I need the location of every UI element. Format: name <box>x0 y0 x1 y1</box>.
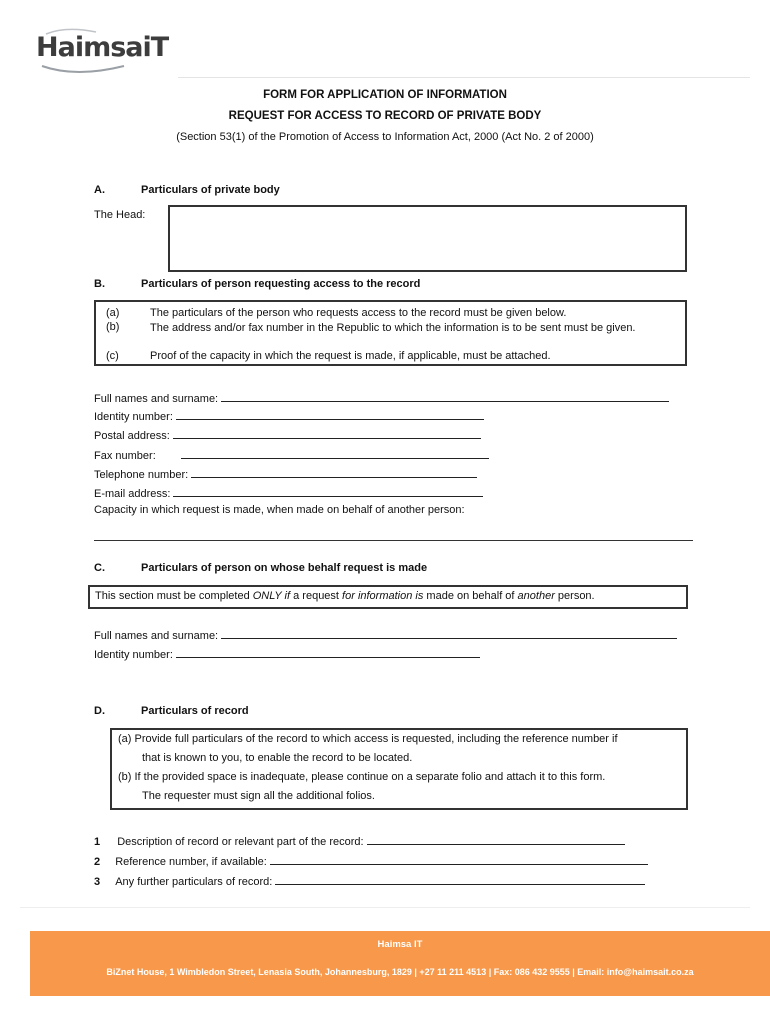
note-text: The particulars of the person who requests access to the record must be given below. <box>150 307 567 319</box>
form-title: FORM FOR APPLICATION OF INFORMATION <box>263 89 507 101</box>
capacity-field[interactable] <box>94 540 693 541</box>
fax-label: Fax number: <box>94 450 156 462</box>
record-item-number: 3 <box>94 876 101 888</box>
c-full-names-label: Full names and surname: <box>94 630 219 642</box>
record-item-row <box>94 855 648 868</box>
further-particulars-field[interactable] <box>275 875 645 885</box>
record-item-row <box>94 875 645 888</box>
record-description-field[interactable] <box>367 835 625 845</box>
section-c-title: Particulars of person on whose behalf request is made <box>141 562 428 574</box>
logo-text: HaimsaiT <box>36 32 169 63</box>
head-input-box[interactable] <box>168 205 687 272</box>
section-a-title: Particulars of private body <box>141 184 280 196</box>
c-identity-field[interactable] <box>176 648 480 658</box>
postal-row <box>94 429 481 442</box>
note-b-line2: The requester must sign all the additional folios. <box>142 790 375 802</box>
email-label: E-mail address: <box>94 488 171 500</box>
act-reference: (Section 53(1) of the Promotion of Access to Information Act, 2000 (Act No. 2 of 2000) <box>176 131 594 143</box>
footer-divider <box>20 907 750 908</box>
full-names-row <box>94 392 669 405</box>
record-item-number: 1 <box>94 836 101 848</box>
record-item-label: Description of record or relevant part of the record: <box>117 836 364 848</box>
telephone-field[interactable] <box>191 468 477 478</box>
fax-row <box>94 449 489 462</box>
email-field[interactable] <box>173 487 483 497</box>
head-label: The Head: <box>94 209 146 221</box>
capacity-label: Capacity in which request is made, when made on behalf of another person: <box>94 504 465 516</box>
postal-label: Postal address: <box>94 430 170 442</box>
c-full-names-field[interactable] <box>221 629 677 639</box>
section-c-note-box <box>88 585 688 609</box>
c-identity-label: Identity number: <box>94 649 173 661</box>
telephone-row <box>94 468 477 481</box>
note-marker: (c) <box>106 350 119 362</box>
note-a-line1: (a) Provide full particulars of the record to which access is requested, including the reference number if <box>118 733 618 745</box>
section-d-note-box <box>110 728 688 810</box>
record-item-row <box>94 835 625 848</box>
form-subtitle: REQUEST FOR ACCESS TO RECORD OF PRIVATE BODY <box>228 110 542 122</box>
header-divider <box>178 77 750 78</box>
record-item-label: Reference number, if available: <box>115 856 267 868</box>
note-marker: (a) <box>106 307 120 319</box>
identity-label: Identity number: <box>94 411 173 423</box>
full-names-field[interactable] <box>221 392 669 402</box>
note-b-line1: (b) If the provided space is inadequate, please continue on a separate folio and attach it to this form. <box>118 771 606 783</box>
section-c-note: This section must be completed ONLY if a request for information is made on behalf of another person. <box>95 590 595 602</box>
postal-field[interactable] <box>173 429 481 439</box>
telephone-label: Telephone number: <box>94 469 189 481</box>
reference-number-field[interactable] <box>270 855 648 865</box>
footer-company: Haimsa IT <box>377 939 423 950</box>
note-text: The address and/or fax number in the Republic to which the information is to be sent must be given. <box>150 322 636 334</box>
record-item-number: 2 <box>94 856 101 868</box>
footer-bar <box>30 931 770 996</box>
footer-address: BiZnet House, 1 Wimbledon Street, Lenasia South, Johannesburg, 1829 | +27 11 211 4513 | Fax: 086 432 9555 | Email: info@haimsait.co.za <box>106 967 694 977</box>
note-text: Proof of the capacity in which the request is made, if applicable, must be attached. <box>150 350 551 362</box>
full-names-label: Full names and surname: <box>94 393 219 405</box>
c-identity-row <box>94 648 480 661</box>
fax-field[interactable] <box>181 449 489 459</box>
c-full-names-row <box>94 629 677 642</box>
section-d-title: Particulars of record <box>141 705 249 717</box>
note-a-line2: that is known to you, to enable the record to be located. <box>142 752 413 764</box>
section-a-letter: A. <box>94 184 105 196</box>
section-c-letter: C. <box>94 562 105 574</box>
identity-row <box>94 410 484 423</box>
note-marker: (b) <box>106 321 120 333</box>
section-b-title: Particulars of person requesting access to the record <box>141 278 421 290</box>
section-b-letter: B. <box>94 278 105 290</box>
record-item-label: Any further particulars of record: <box>115 876 273 888</box>
section-d-letter: D. <box>94 705 105 717</box>
company-logo <box>36 26 176 78</box>
section-b-notes-box <box>94 300 687 366</box>
identity-field[interactable] <box>176 410 484 420</box>
email-row <box>94 487 483 500</box>
